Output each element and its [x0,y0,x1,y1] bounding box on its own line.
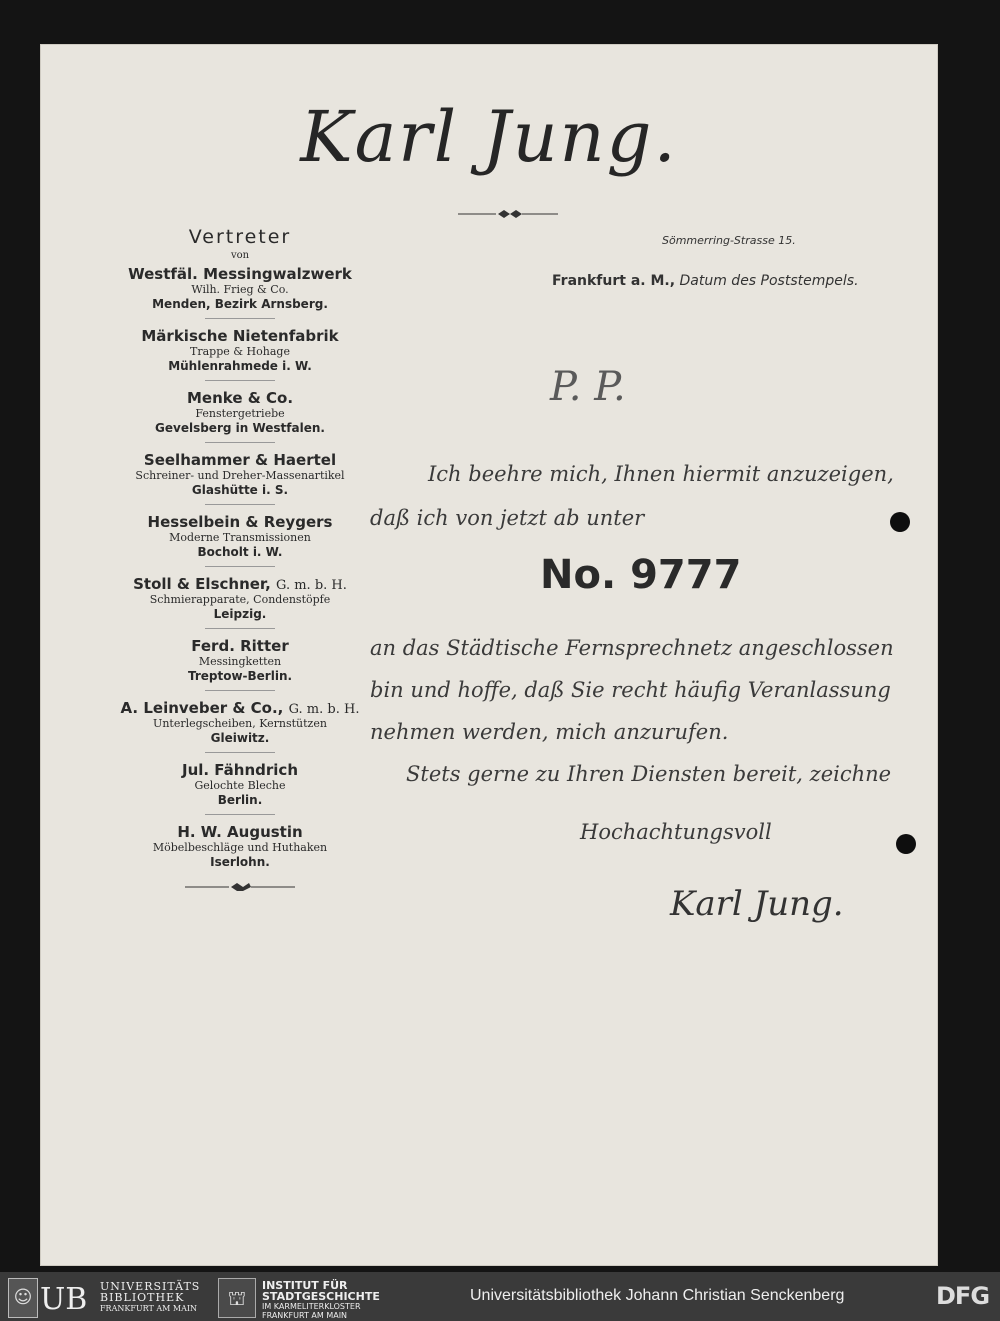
ub-line-3: FRANKFURT AM MAIN [100,1304,198,1313]
address-line [552,273,859,289]
rep-name [100,637,380,655]
rep-place: Mühlenrahmede i. W. [168,359,312,373]
rep-detail: Gelochte Bleche [194,779,286,792]
portrait-icon: ☺ [8,1278,38,1318]
rep-detail: Schreiner- und Dreher-Massenartikel [135,469,345,482]
signature: Karl Jung. [670,884,844,924]
rep-name-text: Ferd. Ritter [191,637,289,655]
rep-detail: Messingketten [198,655,282,668]
body-line-2: daß ich von jetzt ab unter [370,506,645,530]
address-city: Frankfurt a. M., [552,273,676,289]
rep-name-text: H. W. Augustin [177,823,303,841]
ub-line-2: BIBLIOTHEK [100,1291,185,1304]
address-street: Sömmerring-Strasse 15. [662,234,796,247]
dfg-logo[interactable]: DFG [936,1282,990,1310]
rep-divider [205,318,275,319]
rep-detail: Wilh. Frieg & Co. [191,283,289,296]
list-item [100,699,380,746]
letterhead-ornament-icon [458,208,558,224]
rep-suffix: G. m. b. H. [276,578,347,593]
rep-detail: Trappe & Hohage [190,345,290,358]
rep-name-text: Jul. Fähndrich [181,761,298,779]
rep-divider [205,690,275,691]
salutation: P. P. [550,364,626,410]
body-line-3: an das Städtische Fernsprechnetz angeschlossen [370,636,894,660]
rep-place: Gleiwitz. [210,731,270,745]
list-item [100,513,380,560]
list-item [100,327,380,374]
isg-text [262,1280,380,1320]
closing: Hochachtungsvoll [580,820,772,844]
list-item [100,451,380,498]
list-item [100,823,380,870]
rep-name [100,327,380,345]
rep-place: Treptow-Berlin. [187,669,293,683]
punch-hole-icon [896,834,916,854]
phone-number: No. 9777 [540,552,742,598]
rep-suffix: G. m. b. H. [288,702,360,717]
list-item [100,637,380,684]
ub-text [100,1281,200,1314]
rep-detail: Unterlegscheiben, Kernstützen [153,717,327,730]
rep-place: Iserlohn. [210,855,270,869]
rep-detail: Schmierapparate, Condenstöpfe [149,593,331,606]
representatives-subtitle: von [230,250,250,261]
body-line-1: Ich beehre mich, Ihnen hiermit anzuzeigen, [428,462,894,486]
ub-line-1: UNIVERSITÄTS [100,1280,201,1293]
rep-name [100,451,380,469]
representatives-title: Vertreter [188,226,292,248]
punch-hole-icon [890,512,910,532]
list-item [100,761,380,808]
rep-place: Glashütte i. S. [191,483,289,497]
rep-name-text: Märkische Nietenfabrik [141,327,339,345]
representatives-items [100,265,380,870]
rep-divider [205,628,275,629]
rep-name-text: Westfäl. Messingwalzwerk [128,265,352,283]
rep-name [100,265,380,283]
address-date: Datum des Poststempels. [679,273,859,289]
rep-place: Berlin. [217,793,263,807]
rep-name [100,389,380,407]
isg-logo[interactable] [218,1278,418,1320]
footer-bar [0,1272,1000,1321]
rep-place: Bocholt i. W. [197,545,283,559]
rep-place: Gevelsberg in Westfalen. [155,421,325,435]
rep-name-text: Seelhammer & Haertel [143,451,337,469]
list-item [100,575,380,622]
representatives-list [100,226,380,897]
letterhead-name: Karl Jung. [300,96,678,178]
rep-place: Menden, Bezirk Arnsberg. [152,297,328,311]
rep-name-text: Menke & Co. [186,389,294,407]
rep-detail: Möbelbeschläge und Huthaken [152,841,328,854]
rep-divider [205,814,275,815]
arch-icon: ⛫ [218,1278,256,1318]
footer-title[interactable]: Universitätsbibliothek Johann Christian Senckenberg [470,1287,845,1304]
rep-name [100,699,380,717]
rep-name-text: A. Leinveber & Co., [120,699,284,717]
list-item [100,265,380,312]
rep-name-text: Stoll & Elschner, [133,575,271,593]
rep-divider [205,752,275,753]
rep-detail: Moderne Transmissionen [169,531,311,544]
rep-name [100,823,380,841]
isg-line-3: IM KARMELITERKLOSTER [262,1302,361,1311]
rep-divider [205,442,275,443]
isg-line-4: FRANKFURT AM MAIN [262,1311,348,1320]
isg-line-2: STADTGESCHICHTE [262,1290,380,1303]
body-line-5: nehmen werden, mich anzurufen. [370,720,729,744]
rep-detail: Fenstergetriebe [195,407,285,420]
rep-name-text: Hesselbein & Reygers [147,513,333,531]
rep-divider [205,380,275,381]
body-line-4: bin und hoffe, daß Sie recht häufig Veranlassung [370,678,891,702]
rep-name [100,575,380,593]
isg-line-1: INSTITUT FÜR [262,1279,348,1292]
list-item [100,389,380,436]
body-line-6: Stets gerne zu Ihren Diensten bereit, zeichne [406,762,892,786]
rep-divider [205,566,275,567]
rep-name [100,761,380,779]
list-end-ornament-icon [100,878,380,897]
letter-sheet [40,44,938,1266]
rep-divider [205,504,275,505]
rep-name [100,513,380,531]
ub-logo[interactable] [8,1278,208,1316]
rep-place: Leipzig. [213,607,267,621]
ub-letters: UB [40,1282,88,1317]
